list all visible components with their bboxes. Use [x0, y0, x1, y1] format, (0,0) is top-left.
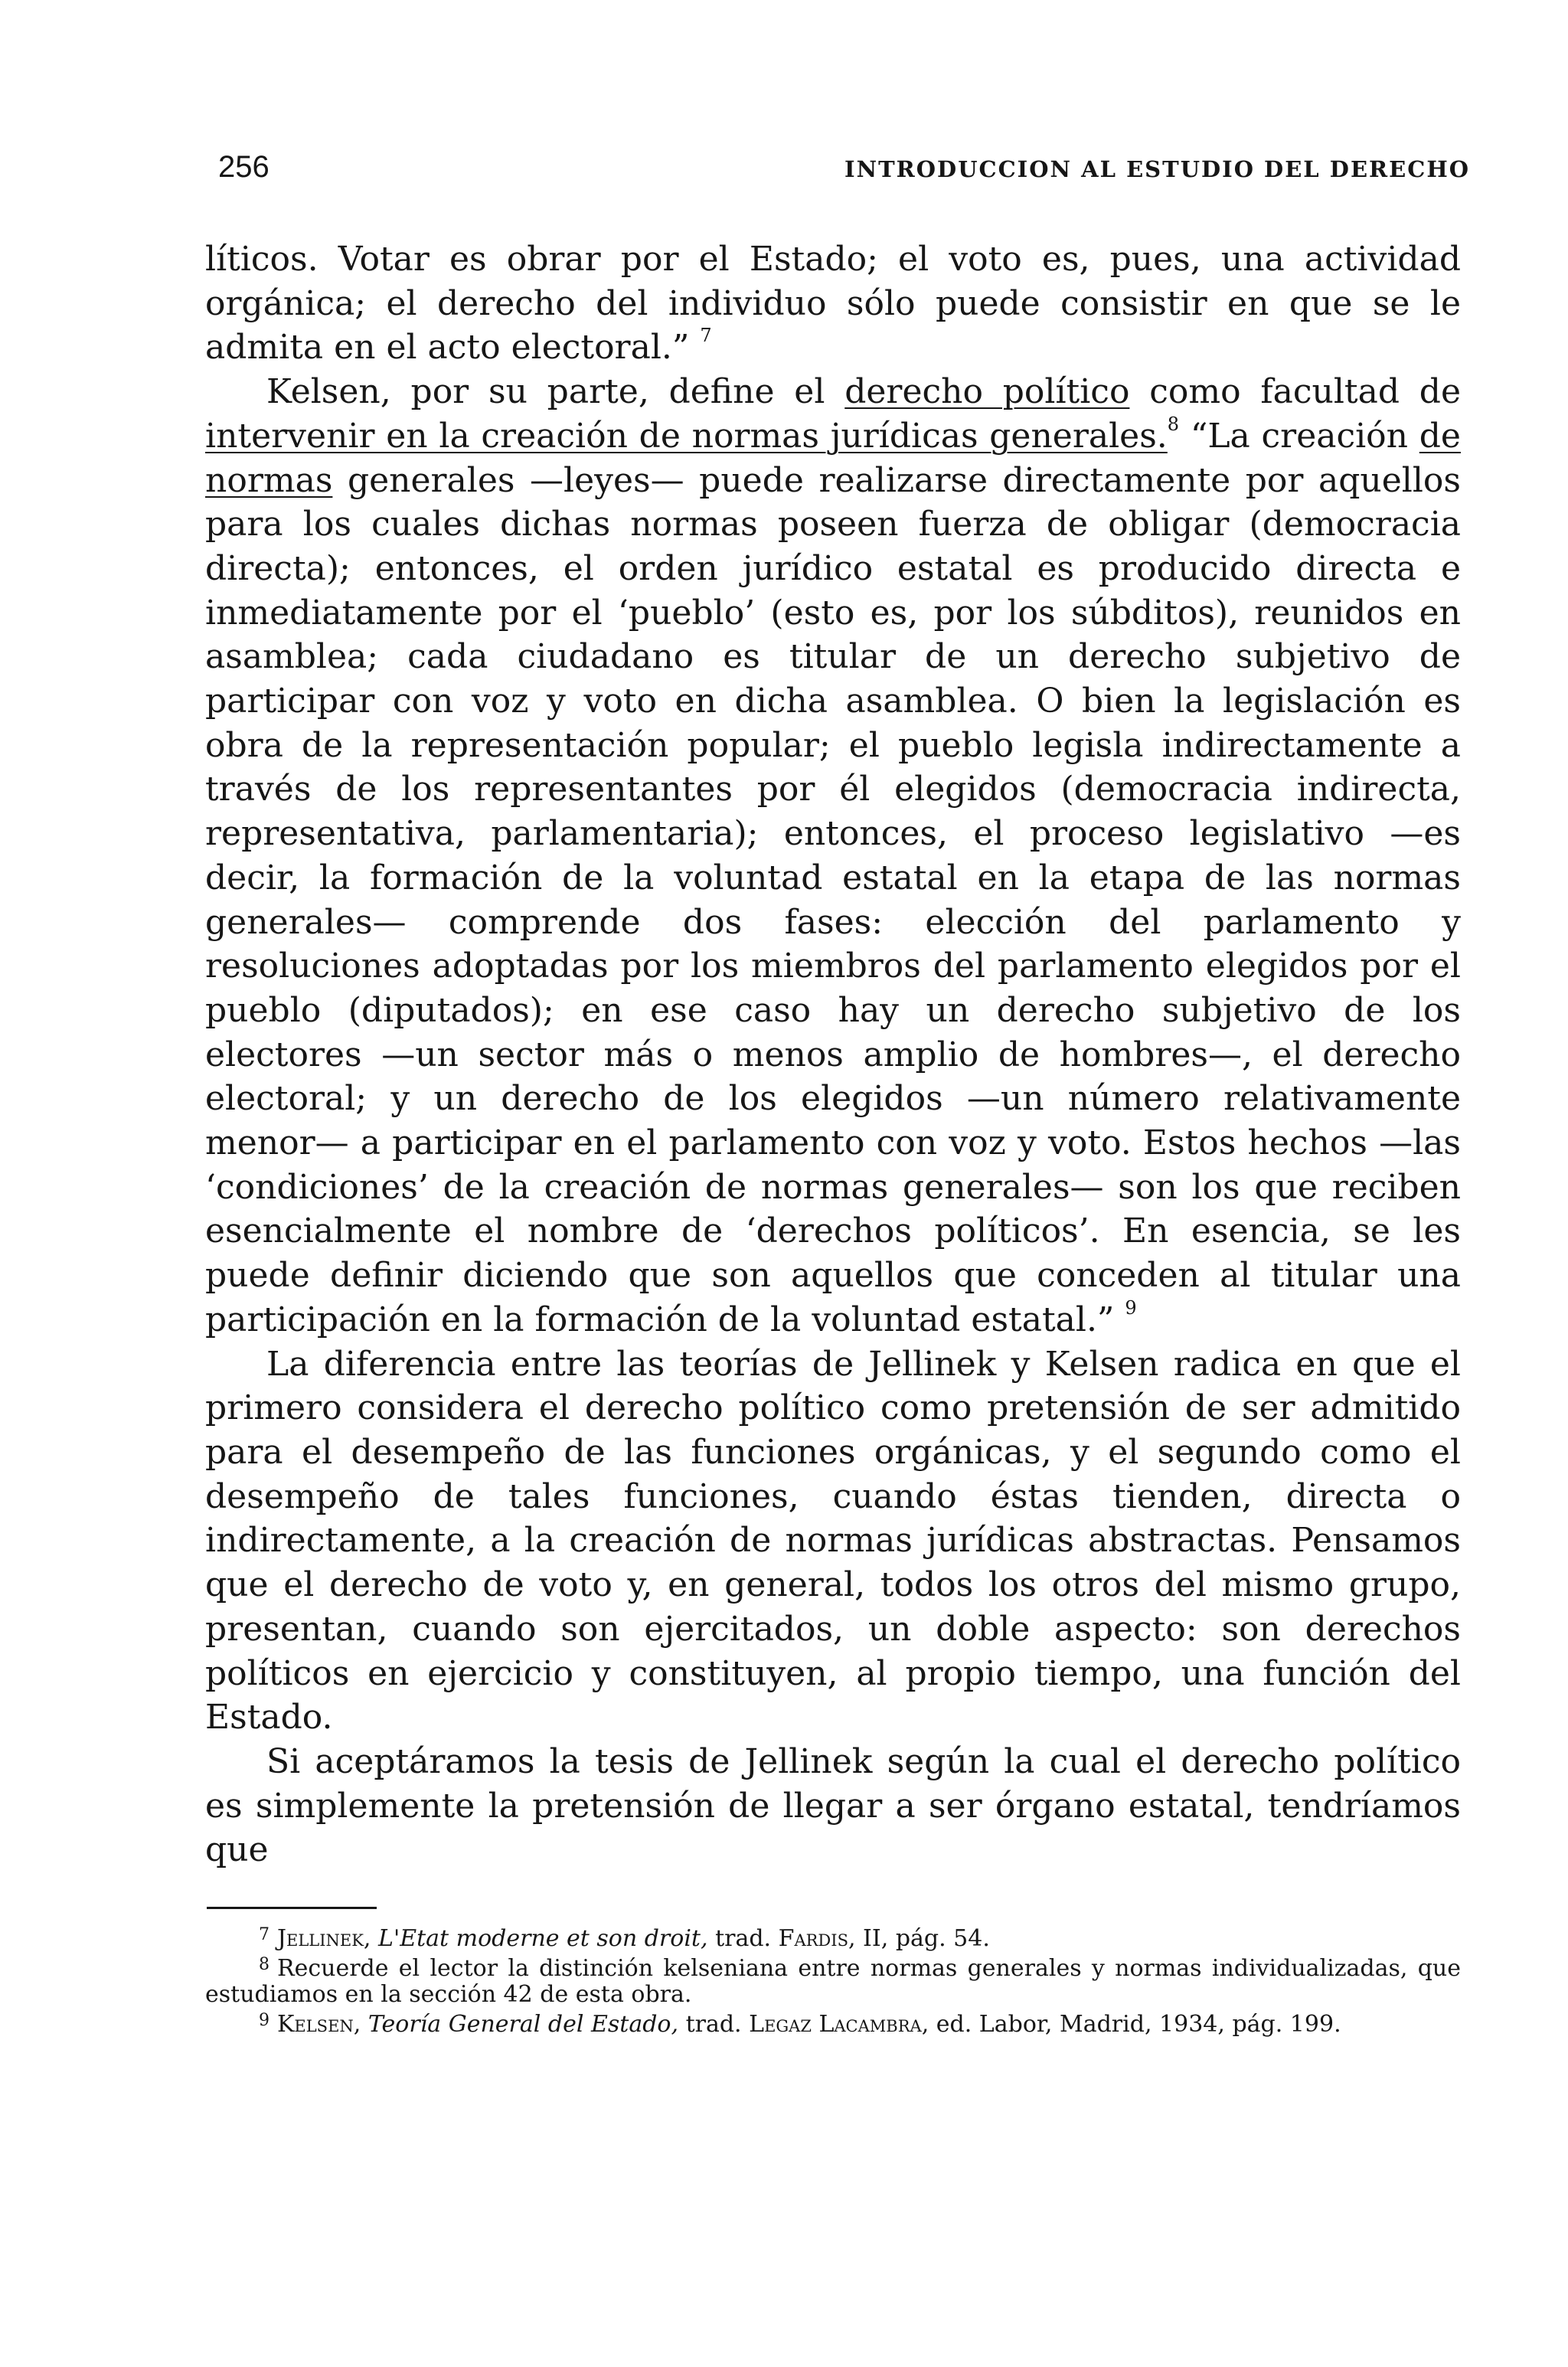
footnote-9-rest: ed. Labor, Madrid, 1934, pág. 199. — [936, 2011, 1341, 2038]
paragraph-1 — [205, 237, 1461, 370]
underlined-definition: intervenir en la creación de normas jurídicas generales. — [205, 416, 1168, 456]
footnote-7-rest: II, pág. 54. — [863, 1925, 990, 1952]
footnote-ref-7: 7 — [700, 325, 712, 347]
footnote-9-title: Teoría General del Estado, — [368, 2011, 679, 2038]
paragraph-2 — [205, 370, 1461, 1342]
footnote-7 — [205, 1922, 1461, 1952]
page-number: 256 — [218, 150, 270, 184]
footnote-8 — [205, 1952, 1461, 2008]
paragraph-2-part-c: “La creación — [1190, 416, 1409, 456]
page-header — [218, 150, 1470, 185]
underlined-derecho-politico: derecho político — [844, 372, 1130, 412]
footnote-9-mark: 9 — [259, 2011, 270, 2030]
paragraph-2-part-b: como facultad de — [1149, 372, 1461, 412]
running-title: INTRODUCCION AL ESTUDIO DEL DERECHO — [844, 156, 1470, 182]
footnote-divider — [207, 1907, 377, 1909]
footnote-ref-9: 9 — [1125, 1296, 1137, 1319]
paragraph-2-part-a: Kelsen, por su parte, define el — [266, 372, 825, 412]
footnote-7-translator: Fardis, — [778, 1925, 856, 1952]
paragraph-3: La diferencia entre las teorías de Jellinek y Kelsen radica en que el primero considera el derecho político como pretensión de ser admitido para el desempeño de las funciones orgánicas, y el segundo como el desempeño de tales funciones, cuando éstas tienden, directa o indirectamente, a la creación de normas jurídicas abstractas. Pensamos que el derecho de voto y, en general, todos los otros del mismo grupo, presentan, cuando son ejercitados, un doble aspecto: son derechos políticos en ejercicio y constituyen, al propio tiempo, una función del Estado. — [205, 1344, 1461, 1738]
footnote-7-title: L'Etat moderne et son droit, — [378, 1925, 708, 1952]
footnotes — [205, 1922, 1461, 2038]
footnote-9 — [205, 2008, 1461, 2038]
footnote-9-translator: Legaz Lacambra, — [749, 2011, 929, 2038]
footnote-9-author: Kelsen, — [277, 2011, 361, 2038]
footnote-7-mark: 7 — [259, 1925, 270, 1944]
footnote-7-trad: trad. — [715, 1925, 772, 1952]
underlined-de-normas: de normas — [205, 416, 1461, 500]
footnote-8-text: Recuerde el lector la distinción kelseniana entre normas generales y normas individualizadas, que estudiamos en la sección 42 de esta obra. — [205, 1955, 1461, 2008]
footnote-8-mark: 8 — [259, 1955, 270, 1974]
paragraph-1-text: líticos. Votar es obrar por el Estado; el voto es, pues, una actividad orgánica; el derecho del individuo sólo puede consistir en que se le admita en el acto electoral.” — [205, 240, 1461, 368]
paragraph-4: Si aceptáramos la tesis de Jellinek según la cual el derecho político es simplemente la pretensión de llegar a ser órgano estatal, tendríamos que — [205, 1741, 1461, 1870]
footnote-ref-8: 8 — [1167, 413, 1180, 435]
footnote-7-author: Jellinek, — [277, 1925, 371, 1952]
footnote-9-trad: trad. — [685, 2011, 742, 2038]
paragraph-2-part-d: generales —leyes— puede realizarse directamente por aquellos para los cuales dichas normas poseen fuerza de obligar (democracia directa); entonces, el orden jurídico estatal es producido directa e inmediatamente por el ‘pueblo’ (esto es, por los súbditos), reunidos en asamblea; cada ciudadano es titular de un derecho subjetivo de participar con voz y voto en dicha asamblea. O bien la legislación es obra de la representación popular; el pueblo legisla indirectamente a través de los representantes por él elegidos (democracia indirecta, representativa, parlamentaria); entonces, el proceso legislativo —es decir, la formación de la voluntad estatal en la etapa de las normas generales— comprende dos fases: elección del parlamento y resoluciones adoptadas por los miembros del parlamento elegidos por el pueblo (diputados); en ese caso hay un derecho subjetivo de los electores —un sector más o menos amplio de hombres—, el derecho electoral; y un derecho de los elegidos —un número relativamente menor— a participar en el parlamento con voz y voto. Estos hechos —las ‘condiciones’ de la creación de normas generales— son los que reciben esencialmente el nombre de ‘derechos políticos’. En esencia, se les puede definir diciendo que son aquellos que conceden al titular una participación en la formación de la voluntad estatal.” — [205, 460, 1461, 1339]
main-text — [205, 237, 1461, 1872]
